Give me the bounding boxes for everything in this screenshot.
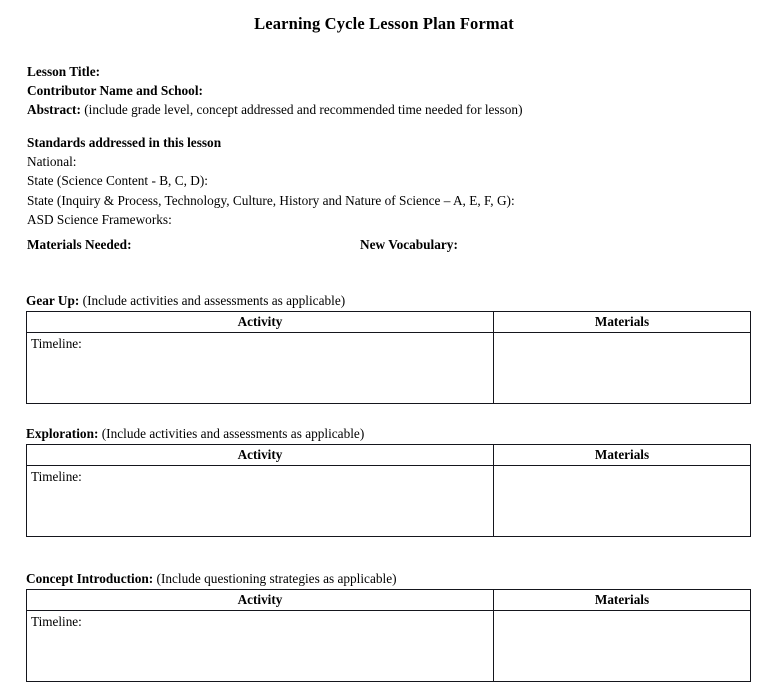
section-concept-introduction-hint: (Include questioning strategies as applicable) (153, 571, 397, 586)
column-header-materials: Materials (494, 445, 751, 466)
gear-up-materials-cell[interactable] (494, 333, 751, 404)
section-gear-up-name: Gear Up: (26, 293, 80, 308)
column-header-materials: Materials (494, 312, 751, 333)
standards-heading: Standards addressed in this lesson (27, 135, 222, 150)
standards-block (27, 133, 757, 229)
lesson-title-label: Lesson Title: (27, 64, 101, 79)
standards-item-state-science-content: State (Science Content - B, C, D): (27, 173, 208, 189)
table-header-row (27, 445, 751, 466)
standards-item-national: National: (27, 154, 77, 170)
exploration-materials-cell[interactable] (494, 466, 751, 537)
materials-vocabulary-row (27, 235, 727, 254)
abstract-line (27, 100, 727, 119)
table-row (27, 333, 751, 404)
column-header-activity: Activity (27, 590, 494, 611)
section-concept-introduction (26, 570, 748, 682)
section-concept-introduction-label (26, 570, 748, 589)
column-header-activity: Activity (27, 445, 494, 466)
page-title: Learning Cycle Lesson Plan Format (254, 14, 514, 33)
materials-needed-label: Materials Needed: (27, 237, 132, 252)
lesson-meta-block (27, 62, 727, 120)
concept-introduction-table (26, 589, 751, 682)
abstract-label: Abstract: (27, 102, 81, 118)
table-row (27, 611, 751, 682)
section-exploration (26, 425, 748, 537)
abstract-hint: (include grade level, concept addressed and recommended time needed for lesson) (80, 102, 523, 118)
concept-introduction-activity-cell[interactable]: Timeline: (27, 611, 494, 682)
column-header-activity: Activity (27, 312, 494, 333)
section-exploration-hint: (Include activities and assessments as applicable) (98, 426, 365, 441)
concept-introduction-materials-cell[interactable] (494, 611, 751, 682)
column-header-materials: Materials (494, 590, 751, 611)
section-gear-up (26, 292, 748, 404)
new-vocabulary-label: New Vocabulary: (360, 237, 458, 252)
section-exploration-name: Exploration: (26, 426, 99, 441)
section-gear-up-hint: (Include activities and assessments as applicable) (79, 293, 346, 308)
exploration-activity-cell[interactable]: Timeline: (27, 466, 494, 537)
table-header-row (27, 312, 751, 333)
gear-up-activity-cell[interactable]: Timeline: (27, 333, 494, 404)
table-header-row (27, 590, 751, 611)
contributor-name-school-label: Contributor Name and School: (27, 83, 203, 99)
table-row (27, 466, 751, 537)
standards-item-state-inquiry-process: State (Inquiry & Process, Technology, Culture, History and Nature of Science – A, E, F, G): (27, 192, 515, 208)
standards-item-asd-frameworks: ASD Science Frameworks: (27, 211, 172, 227)
section-exploration-label (26, 425, 748, 444)
section-concept-introduction-name: Concept Introduction: (26, 571, 154, 586)
section-gear-up-label (26, 292, 748, 311)
gear-up-table (26, 311, 751, 404)
exploration-table (26, 444, 751, 537)
